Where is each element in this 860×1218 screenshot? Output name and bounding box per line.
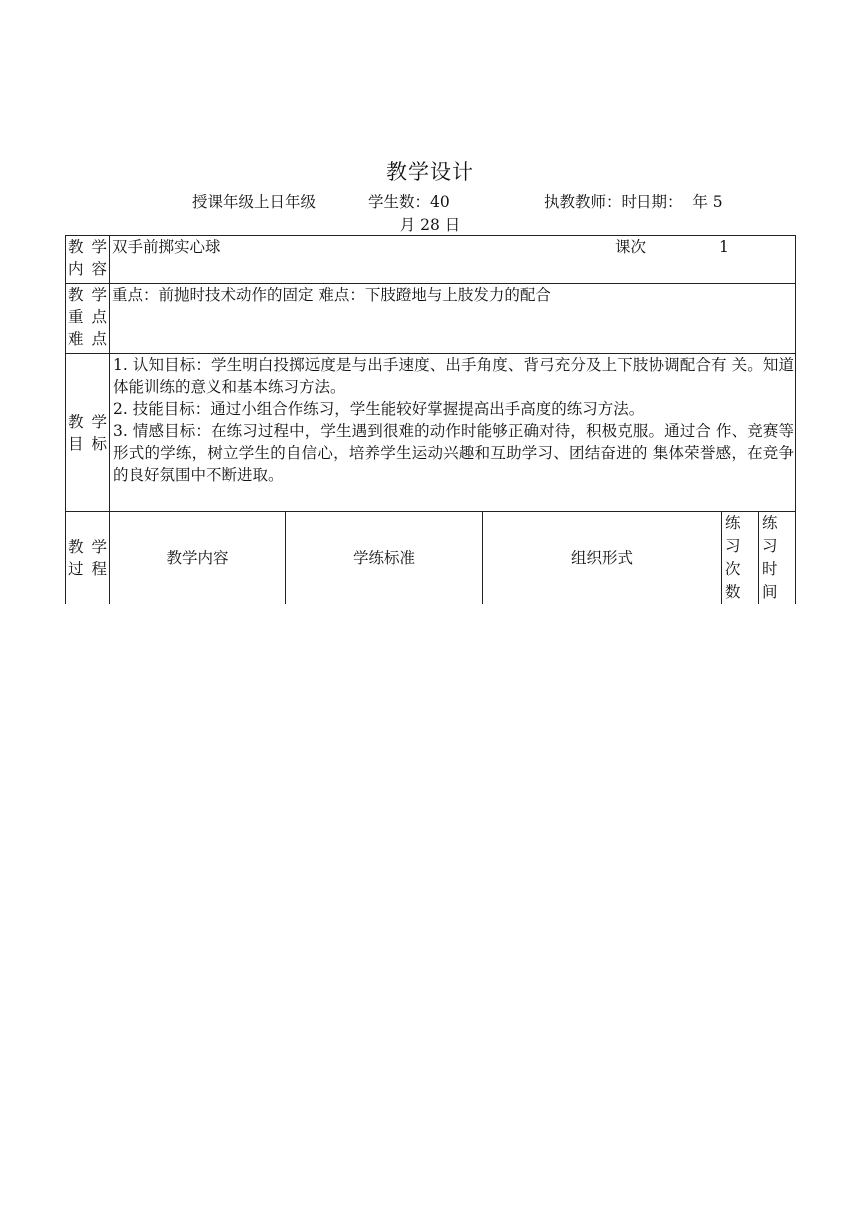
grade-text: 授课年级上日年级 [192,193,317,211]
lesson-number-value: 1 [719,238,729,256]
date-label: 日期： [636,193,683,211]
goals-row [66,354,796,512]
goal-skill: 2. 技能目标：通过小组合作练习，学生能较好掌握提高出手高度的练习方法。 [113,400,645,418]
focus-value: 重点：前抛时技术动作的固定 难点：下肢蹬地与上肢发力的配合 [110,284,796,354]
content-row [66,236,796,284]
col-header-count: 练 习 次 数 [722,512,759,605]
lesson-plan-table [65,235,796,604]
focus-label: 教 学 重 点 难点 [66,284,110,354]
lesson-meta-line [192,190,723,212]
lesson-number-label: 课次 [615,238,647,256]
teacher-text: 执教教师：时 [544,193,638,211]
focus-row [66,284,796,354]
col-header-organization: 组织形式 [483,512,722,605]
process-header-row [66,512,796,605]
goals-label: 教 学 目标 [66,354,110,512]
goal-emotional: 3. 情感目标：在练习过程中，学生遇到很难的动作时能够正确对待，积极克服。通过合 作、竞赛等形式的学练，树立学生的自信心，培养学生运动兴趣和互助学习、团结奋进的 集体荣誉感，在竞争的良好氛围中不断进取。 [113,422,795,484]
date-continued: 月 28 日 [399,216,461,234]
document-title: 教学设计 [386,160,474,184]
col-header-content: 教学内容 [110,512,286,605]
col-header-time: 练 习 时 间 [759,512,796,605]
col-header-standard: 学练标准 [286,512,483,605]
content-value: 双手前掷实心球 [112,238,221,256]
students-text: 学生数：40 [368,193,450,211]
goal-cognitive: 1. 认知目标：学生明白投掷远度是与出手速度、出手角度、背弓充分及上下肢协调配合有 关。知道体能训练的意义和基本练习方法。 [113,356,795,396]
content-label: 教 学 内容 [66,236,110,284]
goals-cell [110,354,796,512]
date-year: 年 5 [692,193,723,211]
process-label: 教 学 过程 [66,512,110,605]
content-cell [110,236,796,284]
